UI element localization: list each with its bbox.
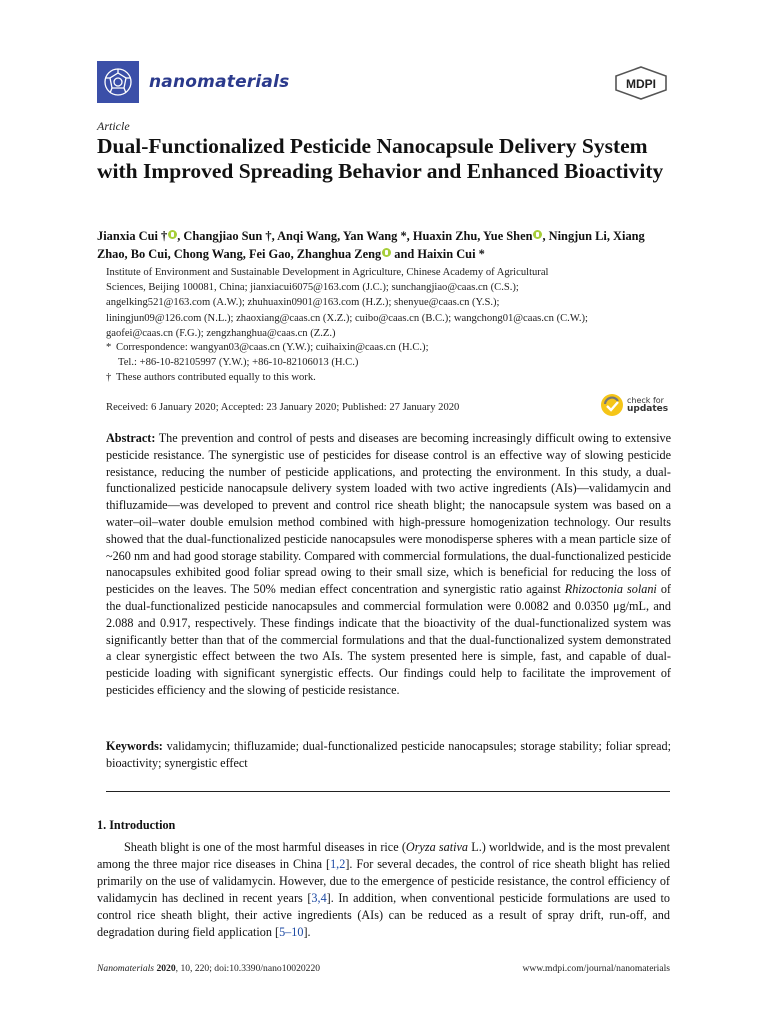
citation-link[interactable]: 1,2	[330, 857, 346, 871]
publisher-name: MDPI	[626, 77, 656, 91]
correspondence-symbol: *	[106, 342, 112, 353]
intro-text: Sheath blight is one of the most harmful diseases in rice (	[124, 840, 406, 854]
abstract-text: of the dual-functionalized pesticide nanocapsules and commercial formulation were 0.0082 and 0.0350 μg/mL, and 2.088 and 0.917, respectively. These findings indicate that the bioactivity of the dual-functionalized system was significantly better than that of the commercial formulations and that the dual-functionalized system demonstrated a clear synergistic effect between the two AIs. The system presented here is simple, fast, and capable of dual-pesticide loading with significant synergistic effects. Our findings could help to facilitate the improvement of pesticides efficiency and the slowing of pesticide resistance.	[106, 582, 671, 697]
journal-header	[97, 60, 289, 104]
orcid-icon[interactable]	[168, 230, 177, 239]
author-group-2[interactable]: , Changjiao Sun †, Anqi Wang, Yan Wang *, Huaxin Zhu, Yue Shen	[177, 229, 533, 243]
equal-contribution-note: These authors contributed equally to this work.	[116, 372, 316, 384]
abstract-species: Rhizoctonia solani	[564, 582, 657, 597]
keywords	[106, 738, 671, 772]
page-title: Dual-Functionalized Pesticide Nanocapsule Delivery System with Improved Spreading Behavior and Enhanced Bioactivity	[97, 134, 664, 183]
journal-logo-icon	[97, 61, 139, 103]
journal-name: nanomaterials	[149, 72, 290, 92]
author-group-3[interactable]: , Ningjun Li, Xiang Zhao, Bo Cui, Chong Wang, Fei Gao, Zhanghua Zeng	[97, 229, 645, 261]
footer-year: 2020	[154, 963, 176, 974]
citation-link[interactable]: 3,4	[311, 891, 327, 905]
intro-text: ]. For several decades, the control of rice sheath blight has relied primarily on the use of validamycin. However, due to the emergence of pesticide resistance, the control efficiency of validamycin has declined in recent years [	[97, 857, 670, 905]
abstract-label: Abstract:	[106, 431, 156, 445]
author-first[interactable]: Jianxia Cui †	[97, 229, 168, 243]
correspondence	[106, 340, 676, 386]
intro-text: ]. In addition, when conventional pesticide formulations are used to control rice sheath blight, their active ingredients (AIs) can be reduced as a result of spray drift, run-off, and degradation during field application [	[97, 891, 670, 939]
publication-dates: Received: 6 January 2020; Accepted: 23 January 2020; Published: 27 January 2020	[106, 402, 460, 413]
abstract-text: The prevention and control of pests and diseases are becoming increasingly difficult owing to extensive pesticide resistance. The synergistic use of pesticides for disease control is an effective way of slowing pesticide resistance, reducing the number of pesticide applications, and protecting the environment. In this study, a dual-functionalized pesticide nanocapsule delivery system loaded with two active ingredients (AIs)—validamycin and thifluzamide—was developed to prevent and control rice sheath blight; the nanocapsule system was based on a water–oil–water double emulsion method combined with high-pressure homogenization technology. Our results showed that the dual-functionalized pesticide nanocapsules were monodisperse spheres with a mean particle size of ~260 nm and had good storage stability. Compared with commercial formulations, the dual-functionalized pesticide nanocapsules exhibited good foliar spread owing to their small size, which is beneficial for reducing the loss of pesticides on the leaves. The 50% median effect concentration and synergistic ratio against	[106, 431, 671, 597]
section-heading: 1. Introduction	[97, 818, 176, 832]
footer-journal: Nanomaterials	[97, 963, 155, 974]
mdpi-logo	[612, 66, 670, 100]
keywords-text: validamycin; thifluzamide; dual-functionalized pesticide nanocapsules; storage stability; foliar spread; bioactivity; synergistic effect	[106, 739, 671, 770]
author-list	[97, 227, 677, 263]
check-updates-line2: updates	[627, 404, 669, 414]
affiliation-line: Sciences, Beijing 100081, China; jianxiacui6075@163.com (J.C.); sunchangjiao@caas.cn (C.S.);	[106, 282, 519, 294]
divider	[106, 791, 670, 792]
author-last[interactable]: and Haixin Cui *	[391, 247, 485, 261]
article-type: Article	[97, 119, 130, 133]
check-for-updates-badge[interactable]	[600, 393, 668, 417]
affiliation-line: gaofei@caas.cn (F.G.); zengzhanghua@caas.cn (Z.Z.)	[106, 327, 336, 339]
intro-text: L.) worldwide, and is the most prevalent among the three major rice diseases in China [	[97, 840, 670, 871]
orcid-icon[interactable]	[382, 248, 391, 257]
footer-url[interactable]: www.mdpi.com/journal/nanomaterials	[522, 963, 670, 974]
abstract	[106, 430, 671, 699]
dagger-symbol: †	[106, 372, 112, 384]
intro-species: Oryza sativa	[405, 840, 469, 854]
intro-paragraph	[97, 839, 670, 941]
keywords-label: Keywords:	[106, 739, 163, 753]
footer-doi[interactable]: , 10, 220; doi:10.3390/nano10020220	[175, 963, 321, 974]
check-updates-icon	[600, 393, 624, 417]
affiliation-line: liningjun09@126.com (N.L.); zhaoxiang@caas.cn (X.Z.); cuibo@caas.cn (B.C.); wangchong01@caas.cn (C.W.);	[106, 312, 588, 324]
citation-link[interactable]: 5–10	[279, 925, 304, 939]
affiliation-line: Institute of Environment and Sustainable Development in Agriculture, Chinese Academy of Agricultural	[106, 267, 549, 278]
intro-text: ].	[303, 925, 311, 939]
correspondence-line: Correspondence: wangyan03@caas.cn (Y.W.); cuihaixin@caas.cn (H.C.);	[116, 342, 429, 353]
affiliation-line: angelking521@163.com (A.W.); zhuhuaxin0901@163.com (H.Z.); shenyue@caas.cn (Y.S.);	[106, 297, 500, 309]
check-updates-line1: check for	[627, 396, 664, 405]
footer-citation	[97, 963, 320, 974]
telephone-line: Tel.: +86-10-82105997 (Y.W.); +86-10-82106013 (H.C.)	[118, 357, 359, 369]
affiliation	[106, 265, 676, 341]
